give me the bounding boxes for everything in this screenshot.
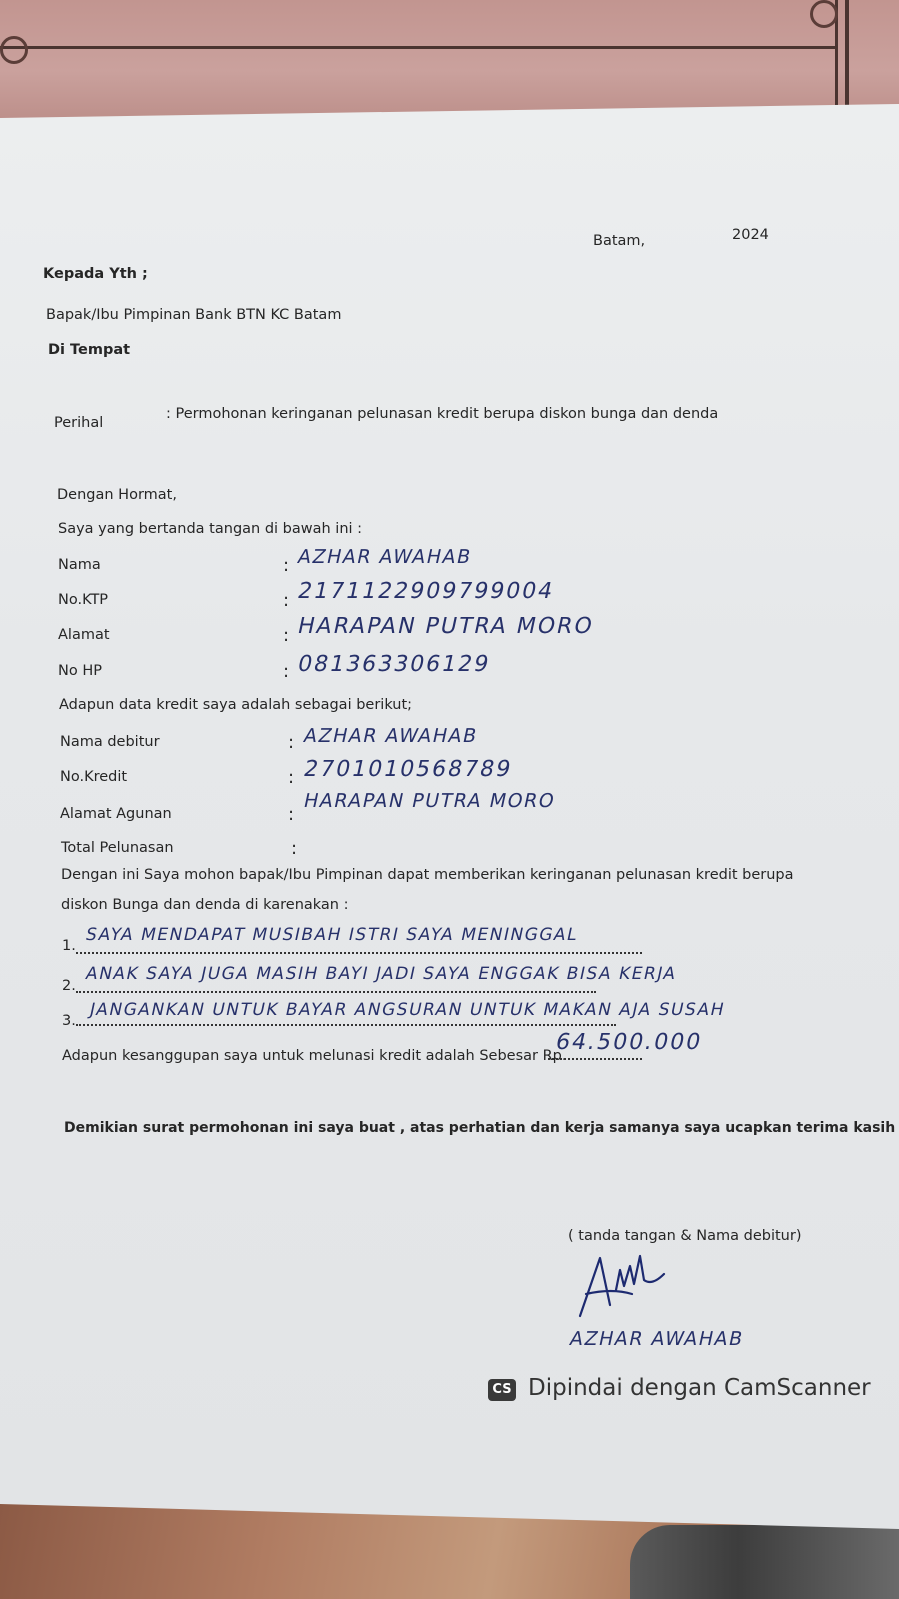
reason-text-3: JANGANKAN UNTUK BAYAR ANGSURAN UNTUK MAKAN AJA SUSAH — [87, 1000, 727, 1020]
recipient: Bapak/Ibu Pimpinan Bank BTN KC Batam — [46, 307, 342, 323]
field-colon: : — [288, 767, 295, 788]
credit-intro: Adapun data kredit saya adalah sebagai berikut; — [59, 697, 413, 713]
field-label-name: Nama — [58, 557, 101, 573]
dotted-line — [548, 1058, 642, 1060]
field-label-ktp: No.KTP — [58, 592, 109, 608]
reason-text-2: ANAK SAYA JUGA MASIH BAYI JADI SAYA ENGGAK BISA KERJA — [83, 964, 679, 984]
credit-label-total: Total Pelunasan — [61, 840, 174, 856]
credit-label-debtor: Nama debitur — [60, 734, 160, 750]
field-colon: : — [283, 555, 290, 576]
signature-scribble — [572, 1250, 672, 1320]
greeting: Dengan Hormat, — [57, 487, 177, 503]
capability-text: Adapun kesanggupan saya untuk melunasi kredit adalah Sebesar Rp. — [62, 1048, 567, 1064]
reason-number: 2. — [62, 978, 76, 994]
reason-text-1: SAYA MENDAPAT MUSIBAH ISTRI SAYA MENINGGAL — [83, 925, 581, 945]
frame-molding-line — [845, 0, 849, 110]
capability-amount: 64.500.000 — [553, 1030, 705, 1055]
recipient-location: Di Tempat — [48, 342, 131, 358]
letter-year: 2024 — [732, 227, 769, 243]
field-colon: : — [283, 661, 290, 682]
field-colon: : — [288, 804, 295, 825]
dotted-line — [76, 991, 596, 993]
subject-text: : Permohonan keringanan pelunasan kredit berupa diskon bunga dan denda — [166, 406, 719, 422]
request-line-1: Dengan ini Saya mohon bapak/Ibu Pimpinan dapat memberikan keringanan pelunasan kredit berupa — [61, 867, 794, 883]
frame-ornament — [0, 36, 28, 64]
camscanner-logo: CS — [488, 1379, 516, 1401]
field-colon: : — [288, 732, 295, 753]
dark-object — [630, 1525, 899, 1599]
credit-value-debtor: AZHAR AWAHAB — [301, 725, 480, 747]
frame-top — [0, 0, 899, 118]
field-label-phone: No HP — [58, 663, 102, 679]
field-colon: : — [291, 838, 298, 859]
field-colon: : — [283, 625, 290, 646]
credit-value-collateral: HARAPAN PUTRA MORO — [301, 790, 558, 812]
credit-label-collateral: Alamat Agunan — [60, 806, 172, 822]
to-label: Kepada Yth ; — [43, 266, 148, 282]
frame-ornament — [810, 0, 838, 28]
request-line-2: diskon Bunga dan denda di karenakan : — [61, 897, 349, 913]
dotted-line — [76, 1024, 616, 1026]
field-label-address: Alamat — [58, 627, 110, 643]
credit-value-number: 2701010568789 — [301, 757, 515, 782]
signature-label: ( tanda tangan & Nama debitur) — [568, 1228, 802, 1244]
frame-molding-line — [0, 46, 835, 49]
scanner-watermark: Dipindai dengan CamScanner — [528, 1375, 871, 1401]
intro-line: Saya yang bertanda tangan di bawah ini : — [58, 521, 363, 537]
letter-place: Batam, — [593, 233, 646, 249]
closing-text: Demikian surat permohonan ini saya buat , atas perhatian dan kerja samanya saya ucapkan terima kasih — [64, 1120, 896, 1136]
field-value-ktp: 2171122909799004 — [295, 579, 557, 604]
credit-label-number: No.Kredit — [60, 769, 128, 785]
dotted-line — [76, 952, 642, 954]
field-value-name: AZHAR AWAHAB — [295, 546, 474, 568]
field-value-address: HARAPAN PUTRA MORO — [295, 614, 597, 639]
field-colon: : — [283, 590, 290, 611]
reason-number: 1. — [62, 938, 76, 954]
field-value-phone: 081363306129 — [295, 652, 493, 677]
signature-name: AZHAR AWAHAB — [567, 1328, 746, 1350]
reason-number: 3. — [62, 1013, 76, 1029]
subject-label: Perihal — [54, 415, 104, 431]
